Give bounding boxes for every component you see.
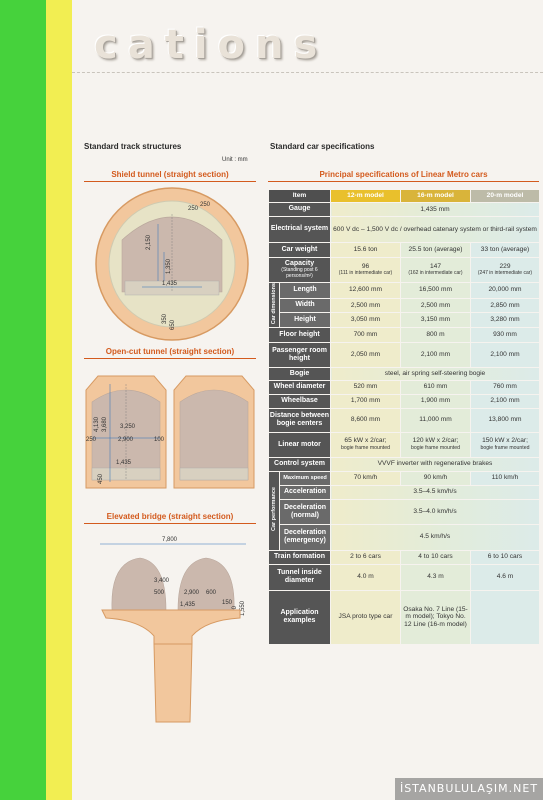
table-row (269, 298, 540, 313)
cell-bogie-dist-16: 11,000 mm (401, 408, 471, 432)
cell-control: VVVF inverter with regenerative brakes (331, 457, 540, 471)
dim-right-w: 100 (154, 437, 165, 443)
cell-wheel-d-16: 610 mm (401, 380, 471, 394)
row-label-length: Length (280, 283, 331, 299)
motor-12-note: bogie frame mounted (340, 445, 391, 452)
dim-gauge-el: 1,435 (180, 602, 196, 608)
shield-tunnel-title: Shield tunnel (straight section) (111, 170, 229, 179)
row-label-application: Application examples (269, 590, 331, 644)
dim-bottom-a: 350 (162, 313, 168, 324)
cell-tunnel-16: 4.3 m (401, 564, 471, 590)
cell-gauge: 1,435 mm (331, 203, 540, 217)
cell-weight-20: 33 ton (average) (471, 243, 540, 258)
capacity-label-note: (Standing post 6 persons/m²) (281, 267, 318, 280)
cell-max-speed-12: 70 km/h (331, 471, 401, 485)
cell-app-12: JSA proto type car (331, 590, 401, 644)
cell-width-20: 2,850 mm (471, 298, 540, 313)
header-16m: 16-m model (401, 190, 471, 203)
table-row (269, 408, 540, 432)
row-label-tunnel: Tunnel inside diameter (269, 564, 331, 590)
cell-acceleration: 3.5–4.5 km/h/s (331, 485, 540, 499)
cell-height-20: 3,280 mm (471, 313, 540, 328)
car-section-title: Standard car specifications (270, 142, 375, 151)
row-label-control: Control system (269, 457, 331, 471)
dim-rail-height: 1,350 (166, 258, 172, 274)
table-row (269, 258, 540, 283)
car-dimensions-label: Car dimensions (270, 283, 277, 325)
row-label-height: Height (280, 313, 331, 328)
cell-app-16: Osaka No. 7 Line (15-m model); Tokyo No. 12 Line (16-m model) (401, 590, 471, 644)
table-row (269, 367, 540, 380)
cell-max-speed-20: 110 km/h (471, 471, 540, 485)
row-label-formation: Train formation (269, 550, 331, 564)
header-item: Item (269, 190, 331, 203)
cell-decel-emergency: 4.5 km/h/s (331, 524, 540, 550)
side-stripe-yellow (46, 0, 72, 800)
dim-bottom-b: 650 (170, 319, 176, 330)
table-row (269, 203, 540, 217)
cell-wheelbase-20: 2,100 mm (471, 394, 540, 408)
row-label-electrical: Electrical system (269, 217, 331, 243)
motor-16-note: bogie frame mounted (410, 445, 461, 452)
motor-12-value: 65 kW x 2/car; (344, 436, 387, 444)
dim-inner-w: 3,250 (120, 424, 136, 430)
row-label-weight: Car weight (269, 243, 331, 258)
dim-gauge-oc: 1,435 (116, 460, 132, 466)
dim-mid-w: 2,900 (118, 437, 134, 443)
dim-car-w: 3,400 (154, 578, 170, 584)
cell-bogie: steel, air spring self-steering bogie (331, 367, 540, 380)
car-dimensions-group (269, 283, 280, 328)
row-label-capacity (269, 258, 331, 283)
shield-tunnel-diagram (92, 184, 252, 344)
cell-length-20: 20,000 mm (471, 283, 540, 299)
row-label-wheel-diameter: Wheel diameter (269, 380, 331, 394)
spec-table (268, 189, 540, 645)
row-label-floor: Floor height (269, 327, 331, 342)
opencut-tunnel-diagram (84, 372, 260, 492)
row-label-passenger: Passenger room height (269, 342, 331, 367)
row-label-bogie: Bogie (269, 367, 331, 380)
cell-height-16: 3,150 mm (401, 313, 471, 328)
table-row (269, 564, 540, 590)
shield-title-underline (84, 181, 256, 182)
opencut-title-underline (84, 358, 256, 359)
cell-formation-20: 6 to 10 cars (471, 550, 540, 564)
dim-c: 600 (206, 590, 217, 596)
dim-left-w: 250 (86, 437, 97, 443)
cell-decel-normal: 3.5–4.0 km/h/s (331, 499, 540, 524)
cell-passenger-20: 2,100 mm (471, 342, 540, 367)
cell-bogie-dist-12: 8,600 mm (331, 408, 401, 432)
table-row (269, 283, 540, 299)
page-title: cations (94, 22, 328, 68)
cell-passenger-16: 2,100 mm (401, 342, 471, 367)
cell-tunnel-12: 4.0 m (331, 564, 401, 590)
capacity-20-note: (247 in intermediate car) (477, 269, 533, 276)
cell-capacity-16 (401, 258, 471, 283)
table-row (269, 499, 540, 524)
dim-height: 2,150 (146, 234, 152, 250)
site-watermark: İSTANBULULAŞIM.NET (395, 778, 543, 800)
table-row (269, 432, 540, 457)
dim-a: 500 (154, 590, 165, 596)
table-row (269, 342, 540, 367)
dim-gauge: 1,435 (162, 281, 178, 287)
track-section-title: Standard track structures (84, 142, 182, 151)
box-right-trackbed (180, 468, 248, 480)
row-label-max-speed: Maximum speed (280, 471, 331, 485)
row-label-wheelbase: Wheelbase (269, 394, 331, 408)
cell-formation-16: 4 to 10 cars (401, 550, 471, 564)
dim-f: 1,550 (240, 600, 246, 616)
cell-floor-20: 930 mm (471, 327, 540, 342)
table-row (269, 380, 540, 394)
row-label-decel-normal: Deceleration (normal) (280, 499, 331, 524)
cell-app-20 (471, 590, 540, 644)
header-12m: 12-m model (331, 190, 401, 203)
row-label-acceleration: Acceleration (280, 485, 331, 499)
table-row (269, 243, 540, 258)
cell-length-16: 16,500 mm (401, 283, 471, 299)
cell-wheelbase-12: 1,700 mm (331, 394, 401, 408)
car-performance-group (269, 471, 280, 550)
cell-motor-20 (471, 432, 540, 457)
table-row (269, 524, 540, 550)
dim-h1: 4,130 (94, 416, 100, 432)
capacity-16-note: (162 in intermediate car) (408, 269, 463, 276)
cell-weight-12: 15.6 ton (331, 243, 401, 258)
spec-table-title: Principal specifications of Linear Metro cars (319, 170, 488, 179)
table-row (269, 485, 540, 499)
cell-passenger-12: 2,050 mm (331, 342, 401, 367)
cell-length-12: 12,600 mm (331, 283, 401, 299)
cell-floor-12: 700 mm (331, 327, 401, 342)
cell-max-speed-16: 90 km/h (401, 471, 471, 485)
table-row (269, 327, 540, 342)
cell-floor-16: 800 m (401, 327, 471, 342)
opencut-tunnel-title: Open-cut tunnel (straight section) (105, 347, 235, 356)
dim-b: 2,900 (184, 590, 200, 596)
row-label-width: Width (280, 298, 331, 313)
cell-height-12: 3,050 mm (331, 313, 401, 328)
spec-title-underline (268, 181, 539, 182)
car-envelope-left (112, 558, 166, 610)
cell-formation-12: 2 to 6 cars (331, 550, 401, 564)
capacity-label: Capacity (284, 260, 315, 268)
bridge-deck (102, 610, 240, 644)
cell-weight-16: 25.5 ton (average) (401, 243, 471, 258)
table-row (269, 550, 540, 564)
table-row (269, 471, 540, 485)
table-row (269, 590, 540, 644)
row-label-linear-motor: Linear motor (269, 432, 331, 457)
dim-outer-a: 250 (188, 206, 199, 212)
row-label-gauge: Gauge (269, 203, 331, 217)
elevated-bridge-diagram (96, 532, 256, 732)
table-row (269, 457, 540, 471)
capacity-20-value: 229 (499, 263, 511, 271)
capacity-12-note: (111 in intermediate car) (338, 269, 393, 276)
dim-total-w: 7,800 (162, 537, 178, 543)
title-divider (72, 72, 543, 73)
cell-capacity-20 (471, 258, 540, 283)
table-row (269, 394, 540, 408)
cell-width-16: 2,500 mm (401, 298, 471, 313)
cell-tunnel-20: 4.6 m (471, 564, 540, 590)
elevated-title-underline (84, 523, 256, 524)
cell-capacity-12 (331, 258, 401, 283)
bridge-pier (154, 644, 192, 722)
cell-wheel-d-20: 760 mm (471, 380, 540, 394)
header-20m: 20-m model (471, 190, 540, 203)
table-row (269, 217, 540, 243)
dim-bottom-oc: 450 (98, 473, 104, 484)
cell-electrical: 600 V dc – 1,500 V dc / overhead catenary system or third-rail system (331, 217, 540, 243)
dim-h2: 3,680 (102, 416, 108, 432)
table-header-row (269, 190, 540, 203)
row-label-decel-emergency: Deceleration (emergency) (280, 524, 331, 550)
dim-d: 150 (222, 600, 233, 606)
cell-wheel-d-12: 520 mm (331, 380, 401, 394)
cell-motor-12 (331, 432, 401, 457)
dim-outer-b: 250 (200, 202, 211, 208)
motor-20-value: 150 kW x 2/car; (482, 436, 528, 444)
unit-label: Unit : mm (222, 157, 248, 163)
box-right-envelope (180, 390, 248, 480)
cell-motor-16 (401, 432, 471, 457)
row-label-bogie-distance: Distance between bogie centers (269, 408, 331, 432)
cell-wheelbase-16: 1,900 mm (401, 394, 471, 408)
motor-20-note: bogie frame mounted (480, 445, 530, 452)
capacity-16-value: 147 (429, 263, 441, 271)
elevated-bridge-title: Elevated bridge (straight section) (106, 512, 234, 521)
side-stripe-green (0, 0, 46, 800)
car-performance-label: Car performance (270, 487, 277, 532)
capacity-12-value: 96 (361, 263, 370, 271)
cell-width-12: 2,500 mm (331, 298, 401, 313)
table-row (269, 313, 540, 328)
cell-bogie-dist-20: 13,800 mm (471, 408, 540, 432)
motor-16-value: 120 kW x 2/car; (412, 436, 459, 444)
